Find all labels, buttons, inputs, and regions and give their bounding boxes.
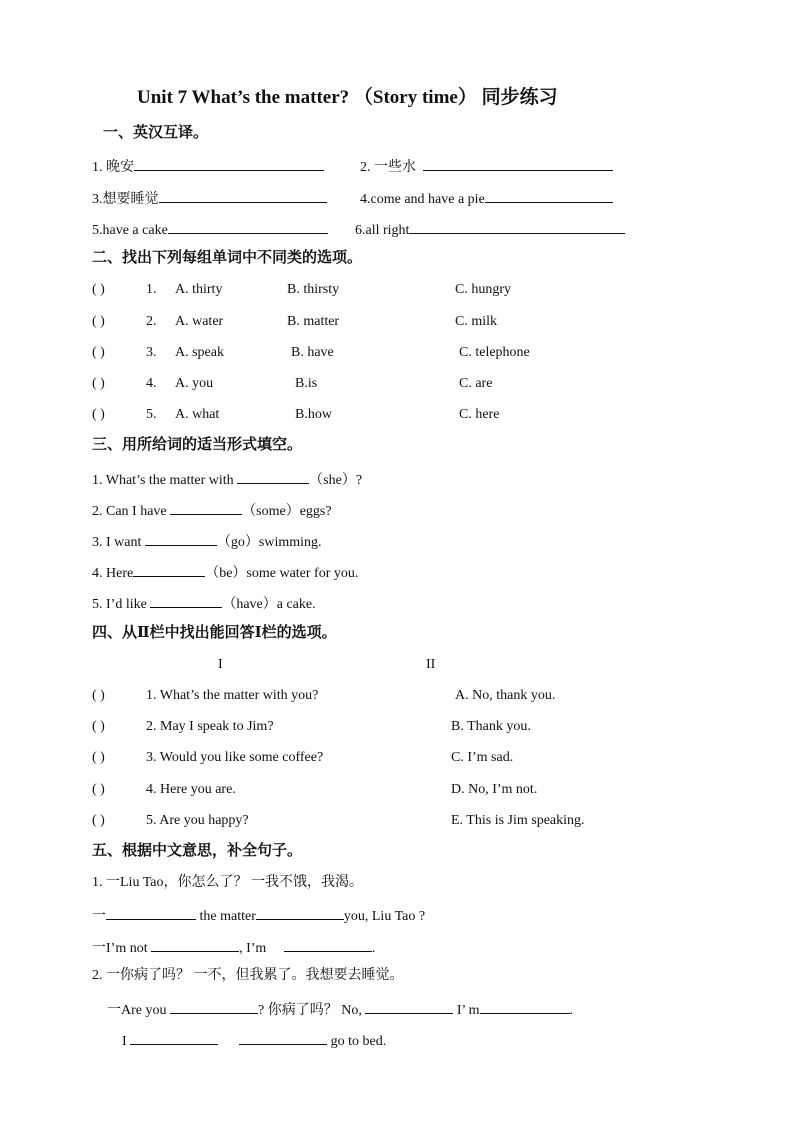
- s3-blank-1[interactable]: [237, 469, 309, 484]
- s4-paren-1[interactable]: ( ): [92, 688, 105, 703]
- s1-item-5: [92, 219, 328, 240]
- s1-item-6-label: 6.all right: [355, 223, 410, 238]
- s4-answer-3: C. I’m sad.: [451, 750, 514, 765]
- s1-blank-2[interactable]: [423, 156, 613, 171]
- s3-item-1-pre: 1. What’s the matter with: [92, 473, 238, 488]
- s4-answer-5: E. This is Jim speaking.: [451, 813, 585, 828]
- s1-blank-5[interactable]: [168, 219, 328, 234]
- s5-line-5-im: I’ m: [453, 1003, 480, 1018]
- s3-item-5: [92, 593, 316, 614]
- s4-paren-3[interactable]: ( ): [92, 750, 105, 765]
- s2-option-c-2: C. milk: [455, 314, 498, 329]
- s4-question-1: 1. What’s the matter with you?: [146, 688, 319, 703]
- s4-answer-4: D. No, I’m not.: [451, 782, 538, 797]
- s5-line-3-start: 一I’m not: [92, 941, 152, 956]
- section-1-heading: 一、英汉互译。: [103, 125, 209, 141]
- s1-item-2-label: 2. 一些水: [360, 160, 416, 175]
- s2-num-2: 2.: [146, 314, 157, 329]
- s5-blank-9[interactable]: [239, 1030, 327, 1045]
- column-2-header: II: [426, 657, 436, 672]
- s5-line-6-end: go to bed.: [327, 1034, 387, 1049]
- s1-item-3: [92, 188, 327, 209]
- section-4-heading: 四、从Ⅱ栏中找出能回答Ⅰ栏的选项。: [92, 625, 337, 641]
- s4-question-4: 4. Here you are.: [146, 782, 236, 797]
- s5-blank-3[interactable]: [151, 937, 239, 952]
- s1-item-6: [355, 219, 625, 240]
- column-1-header: I: [218, 657, 223, 672]
- page-title: Unit 7 What’s the matter? （Story time） 同步练习: [137, 87, 558, 108]
- s2-paren-2[interactable]: ( ): [92, 314, 105, 329]
- s2-option-c-1: C. hungry: [455, 282, 511, 297]
- s5-blank-8[interactable]: [130, 1030, 218, 1045]
- s2-paren-3[interactable]: ( ): [92, 345, 105, 360]
- s1-item-1-label: 1. 晚安: [92, 160, 134, 175]
- s3-item-3: [92, 531, 322, 552]
- s3-blank-5[interactable]: [150, 593, 222, 608]
- s5-blank-2[interactable]: [256, 905, 344, 920]
- s3-item-3-pre: 3. I want: [92, 535, 145, 550]
- s1-blank-1[interactable]: [134, 156, 324, 171]
- s3-blank-2[interactable]: [170, 500, 242, 515]
- s2-option-c-4: C. are: [459, 376, 493, 391]
- s3-item-2-pre: 2. Can I have: [92, 504, 171, 519]
- s5-line-3-end: .: [371, 941, 376, 956]
- s1-item-5-label: 5.have a cake: [92, 223, 168, 238]
- section-5-heading: 五、根据中文意思，补全句子。: [92, 843, 303, 859]
- s5-line-5: [107, 999, 573, 1020]
- s2-option-a-5: A. what: [175, 407, 220, 422]
- s4-question-3: 3. Would you like some coffee?: [146, 750, 324, 765]
- s1-blank-6[interactable]: [409, 219, 625, 234]
- section-2-heading: 二、找出下列每组单词中不同类的选项。: [92, 250, 363, 266]
- s5-blank-7[interactable]: [480, 999, 570, 1014]
- s5-line-3: [92, 937, 375, 958]
- s1-item-4: [360, 188, 613, 209]
- s3-item-4: [92, 562, 358, 583]
- s3-item-5-pre: 5. I’d like: [92, 597, 151, 612]
- s5-line-2: [92, 905, 425, 926]
- s5-blank-5[interactable]: [170, 999, 258, 1014]
- s1-item-1: [92, 156, 324, 177]
- s4-paren-5[interactable]: ( ): [92, 813, 105, 828]
- s2-option-c-3: C. telephone: [459, 345, 530, 360]
- section-3-heading: 三、用所给词的适当形式填空。: [92, 437, 303, 453]
- s3-item-3-post: （go）swimming.: [216, 535, 322, 550]
- s1-blank-3[interactable]: [159, 188, 327, 203]
- s5-line-6: [122, 1030, 386, 1051]
- s2-option-b-4: B.is: [295, 376, 318, 391]
- s3-item-4-post: （be）some water for you.: [205, 566, 359, 581]
- s2-num-3: 3.: [146, 345, 157, 360]
- s5-line-4: 2. 一你病了吗？ 一不，但我累了。我想要去睡觉。: [92, 968, 404, 983]
- s2-option-a-1: A. thirty: [175, 282, 223, 297]
- s5-line-3-mid: , I’m: [239, 941, 267, 956]
- s1-item-2: [360, 156, 613, 177]
- s3-item-2: [92, 500, 332, 521]
- s5-line-5-mid: ? 你病了吗？ No,: [258, 1003, 366, 1018]
- s5-line-1: 1. 一Liu Tao，你怎么了？ 一我不饿，我渴。: [92, 875, 363, 890]
- s2-option-b-2: B. matter: [287, 314, 340, 329]
- s2-option-a-2: A. water: [175, 314, 224, 329]
- s5-line-2-mid: the matter: [196, 909, 256, 924]
- s5-blank-6[interactable]: [365, 999, 453, 1014]
- s2-option-b-1: B. thirsty: [287, 282, 340, 297]
- s5-line-5-start: 一Are you: [107, 1003, 170, 1018]
- s5-line-2-end: you, Liu Tao ?: [343, 909, 426, 924]
- s5-line-5-end: .: [569, 1003, 574, 1018]
- s4-answer-2: B. Thank you.: [451, 719, 531, 734]
- s3-item-4-pre: 4. Here: [92, 566, 134, 581]
- s2-option-a-4: A. you: [175, 376, 214, 391]
- s4-paren-2[interactable]: ( ): [92, 719, 105, 734]
- s3-item-1: [92, 469, 362, 490]
- s2-option-b-3: B. have: [291, 345, 334, 360]
- s2-paren-4[interactable]: ( ): [92, 376, 105, 391]
- s5-line-6-start: I: [122, 1034, 131, 1049]
- s5-blank-1[interactable]: [106, 905, 196, 920]
- s2-option-c-5: C. here: [459, 407, 500, 422]
- s1-item-3-label: 3.想要睡觉: [92, 192, 159, 207]
- s1-blank-4[interactable]: [485, 188, 613, 203]
- s5-blank-4[interactable]: [284, 937, 372, 952]
- s2-num-5: 5.: [146, 407, 157, 422]
- s3-item-1-post: （she）?: [309, 473, 363, 488]
- s4-answer-1: A. No, thank you.: [455, 688, 556, 703]
- s4-question-5: 5. Are you happy?: [146, 813, 249, 828]
- s5-line-2-dash: 一: [92, 909, 106, 924]
- s2-option-b-5: B.how: [295, 407, 332, 422]
- s3-item-5-post: （have）a cake.: [222, 597, 316, 612]
- s4-question-2: 2. May I speak to Jim?: [146, 719, 274, 734]
- s4-paren-4[interactable]: ( ): [92, 782, 105, 797]
- s1-item-4-label: 4.come and have a pie: [360, 192, 485, 207]
- s3-blank-3[interactable]: [145, 531, 217, 546]
- s2-num-4: 4.: [146, 376, 157, 391]
- s2-option-a-3: A. speak: [175, 345, 224, 360]
- s2-paren-1[interactable]: ( ): [92, 282, 105, 297]
- s3-item-2-post: （some）eggs?: [242, 504, 332, 519]
- s3-blank-4[interactable]: [133, 562, 205, 577]
- s2-num-1: 1.: [146, 282, 157, 297]
- s2-paren-5[interactable]: ( ): [92, 407, 105, 422]
